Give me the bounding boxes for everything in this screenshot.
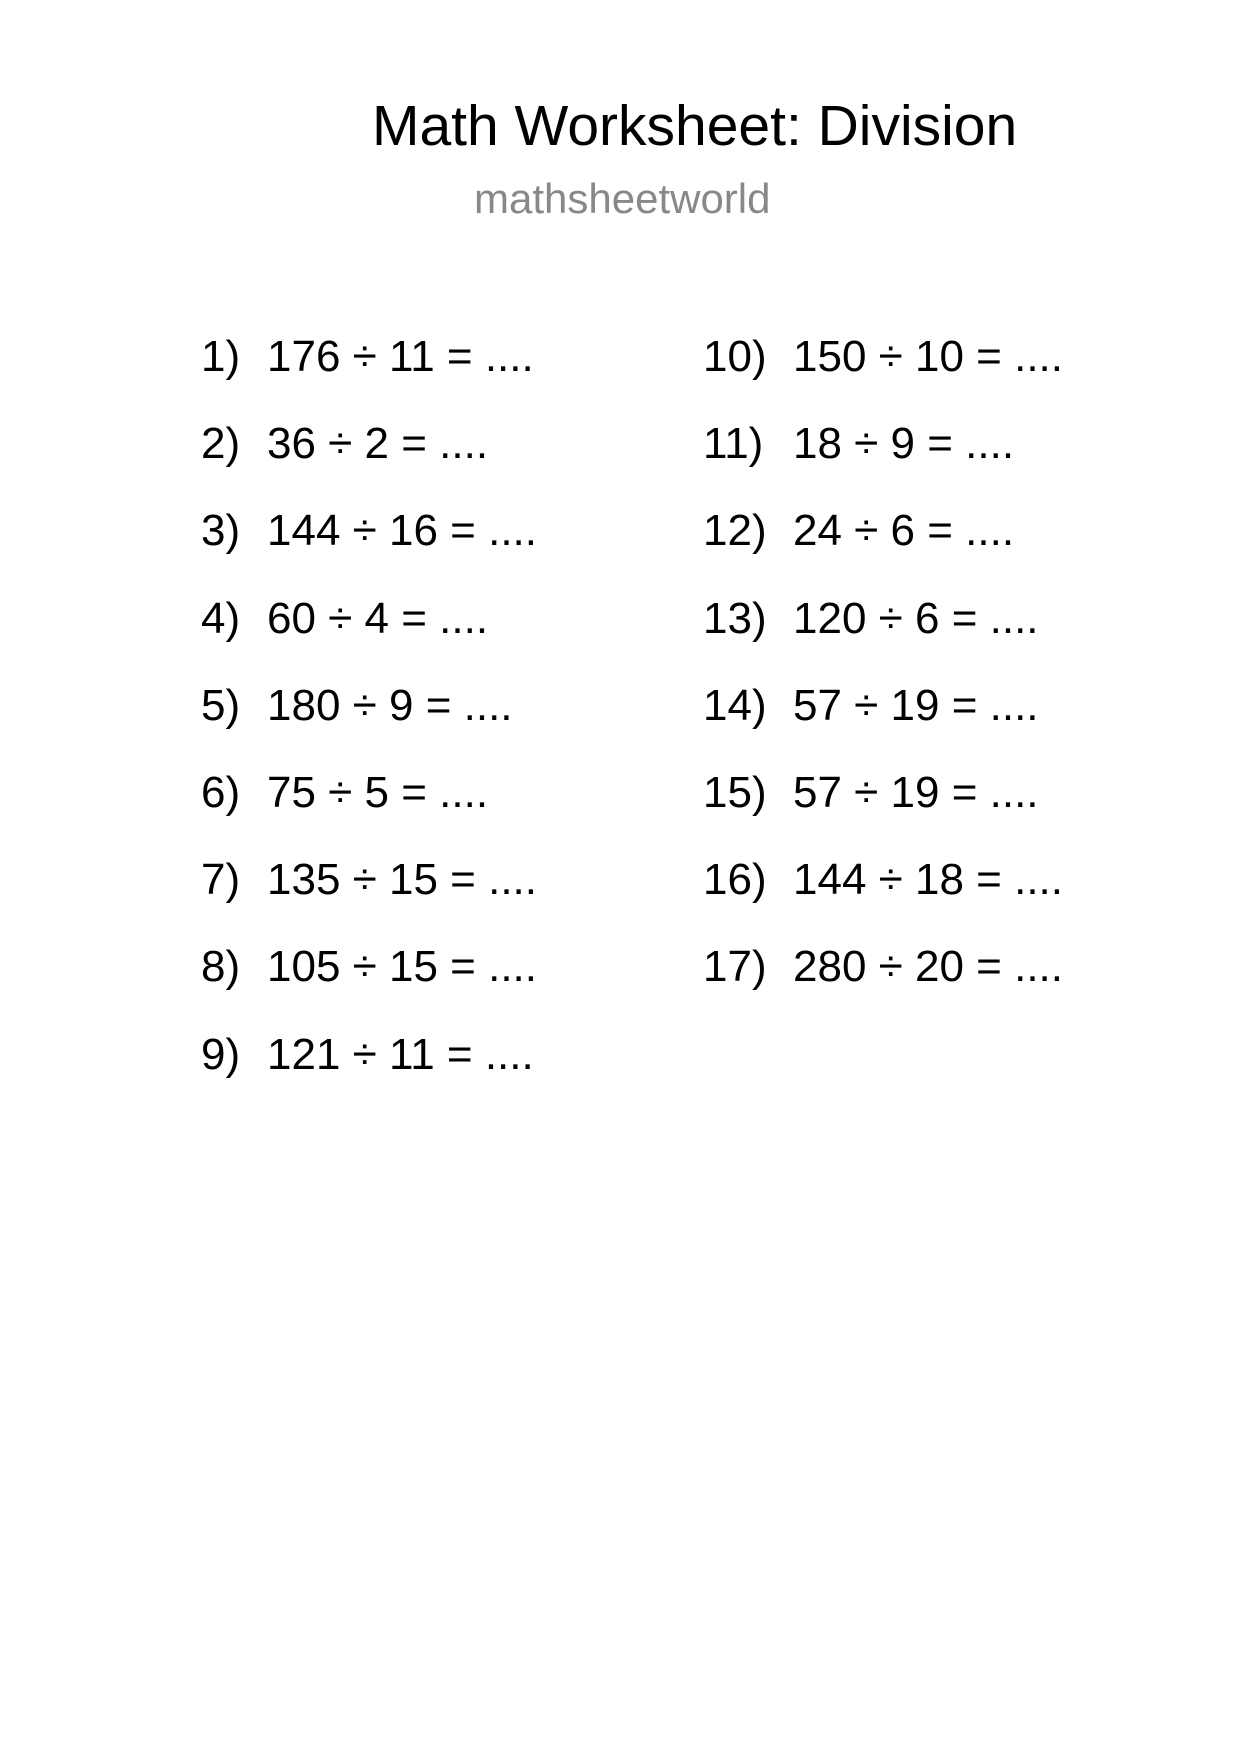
problem-expression: 135 ÷ 15 = .... <box>267 855 537 905</box>
problem-number: 17) <box>703 942 767 992</box>
problem-expression: 36 ÷ 2 = .... <box>267 419 489 469</box>
problem-number: 2) <box>201 419 241 469</box>
page-title: Math Worksheet: Division <box>372 94 1018 158</box>
problem-number: 6) <box>201 768 241 817</box>
problem-number: 14) <box>703 680 767 730</box>
problem-number: 3) <box>201 506 241 556</box>
problem-expression: 144 ÷ 18 = .... <box>793 855 1063 905</box>
problem-number: 16) <box>703 855 767 905</box>
problem-expression: 121 ÷ 11 = .... <box>267 1029 534 1079</box>
problem-expression: 280 ÷ 20 = .... <box>793 942 1063 992</box>
problem-number: 4) <box>201 593 241 643</box>
problem-expression: 120 ÷ 6 = .... <box>793 593 1039 643</box>
problem-expression: 24 ÷ 6 = .... <box>793 506 1015 556</box>
problem-number: 10) <box>703 332 767 381</box>
problem-expression: 60 ÷ 4 = .... <box>267 593 489 643</box>
problem-number: 13) <box>703 593 767 643</box>
problem-expression: 176 ÷ 11 = .... <box>267 332 534 381</box>
problem-number: 15) <box>703 768 767 817</box>
problem-number: 7) <box>201 855 241 905</box>
problem-expression: 150 ÷ 10 = .... <box>793 332 1063 381</box>
problem-number: 11) <box>703 419 764 469</box>
problem-expression: 105 ÷ 15 = .... <box>267 942 537 992</box>
problem-number: 5) <box>201 680 241 730</box>
site-name: mathsheetworld <box>474 175 771 222</box>
problem-number: 12) <box>703 506 767 556</box>
problem-expression: 180 ÷ 9 = .... <box>267 680 513 730</box>
problem-number: 9) <box>201 1029 241 1079</box>
problem-expression: 57 ÷ 19 = .... <box>793 680 1039 730</box>
problem-expression: 75 ÷ 5 = .... <box>267 768 489 817</box>
problem-expression: 18 ÷ 9 = .... <box>793 419 1015 469</box>
problem-expression: 144 ÷ 16 = .... <box>267 506 537 556</box>
problem-expression: 57 ÷ 19 = .... <box>793 768 1039 817</box>
problem-number: 8) <box>201 942 241 992</box>
problem-number: 1) <box>201 332 241 381</box>
